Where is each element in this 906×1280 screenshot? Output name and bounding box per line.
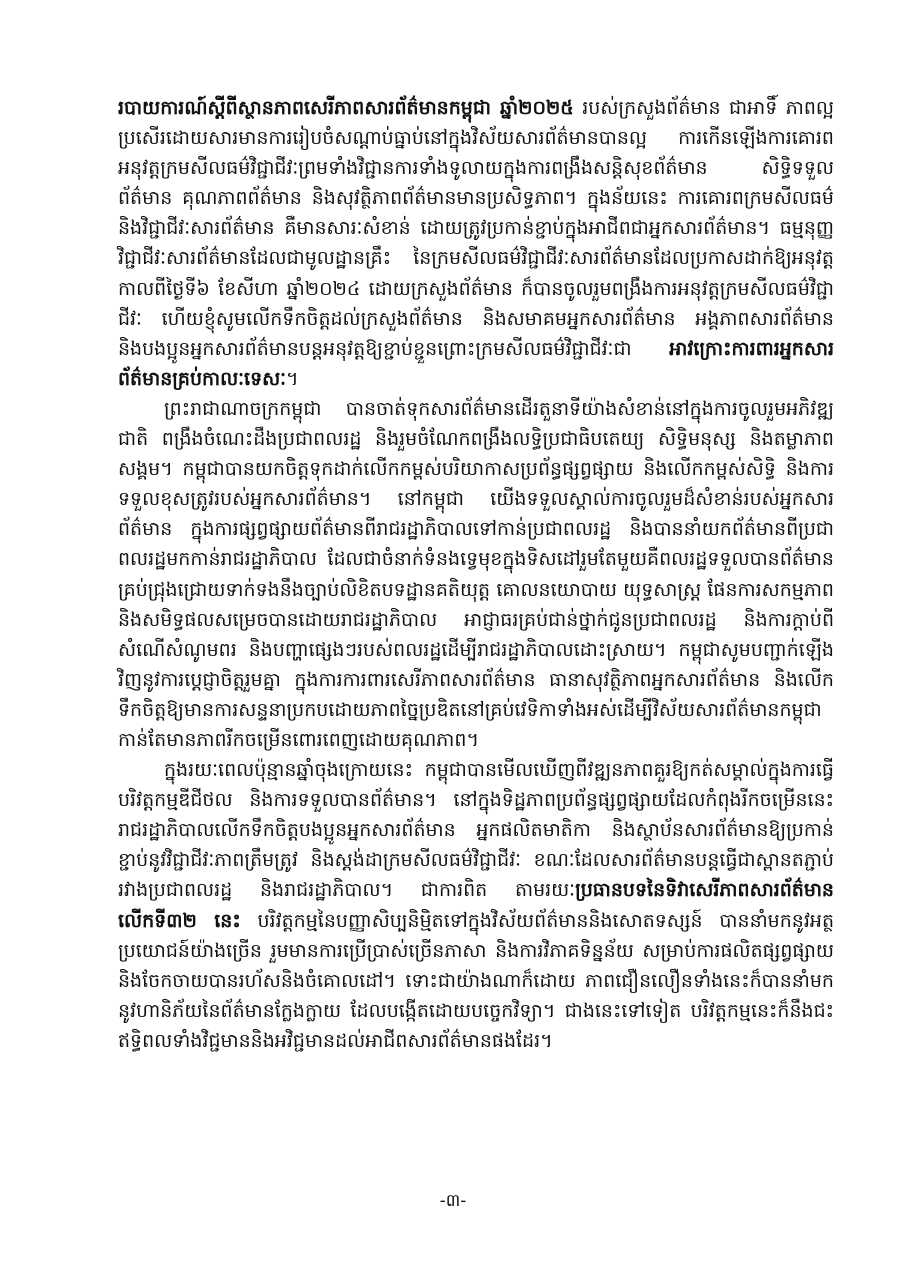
paragraph-text: បរិវត្តកម្មនៃបញ្ញាសិប្បនិម្មិតទៅក្នុងវិស័យព័ត៌មាននិងសោតទស្សន៍ បាននាំមកនូវអត្ថប្រយោជន៍យ៉ាងច្រើន រួមមានការប្រើប្រាស់ច្រើនភាសា និងការវិភាគទិន្នន័យ សម្រាប់ការផលិតផ្សព្វផ្សាយ និងចែកចាយបានរហ័សនិងចំគោលដៅ។ ទោះជាយ៉ាងណាក៏ដោយ ភាពជឿនលឿនទាំងនេះក៏បាននាំមកនូវហានិភ័យនៃព័ត៌មានក្លែងក្លាយ ដែលបង្កើតដោយបច្ចេកវិទ្យា។ ជាងនេះទៅទៀត បរិវត្តកម្មនេះក៏នឹងជះឥទ្ធិពលទាំងវិជ្ជមាននិងអវិជ្ជមានដល់អាជីពសារព័ត៌មានផងដែរ។ — [118, 909, 834, 1052]
report-title-phrase: របាយការណ៍ស្ដីពីស្ថានភាពសេរីភាពសារព័ត៌មានកម្ពុជា ឆ្នាំ២០២៥ — [118, 97, 574, 119]
paragraph-text: របស់ក្រសួងព័ត៌មាន ជាអាទិ៍ ភាពល្អប្រសើរដោយសារមានការរៀបចំសណ្ដាប់ធ្នាប់នៅក្នុងវិស័យសារព័ត៌មានបានល្អ ការកើនឡើងការគោរពអនុវត្តក្រមសីលធម៌វិជ្ជាជីវៈព្រមទាំងវិជ្ជានការទាំងទូលាយក្នុងការពង្រឹងសន្តិសុខព័ត៌មាន សិទ្ធិទទួលព័ត៌មាន គុណភាពព័ត៌មាន និងសុវត្ថិភាពព័ត៌មានមានប្រសិទ្ធភាព។ ក្នុងន័យនេះ ការគោរពក្រមសីលធម៌និងវិជ្ជាជីវៈសារព័ត៌មាន គឺមានសារៈសំខាន់ ដោយត្រូវប្រកាន់ខ្ជាប់ក្នុងអាជីពជាអ្នកសារព័ត៌មាន។ ធម្មនុញ្ញវិជ្ជាជីវៈសារព័ត៌មានដែលជាមូលដ្ឋានគ្រឹះ នៃក្រមសីលធម៌វិជ្ជាជីវៈសារព័ត៌មានដែលប្រកាសដាក់ឱ្យអនុវត្តកាលពីថ្ងៃទី៦ ខែសីហា ឆ្នាំ២០២៤ ដោយក្រសួងព័ត៌មាន ក៏បានចូលរួមពង្រឹងការអនុវត្តក្រមសីលធម៌វិជ្ជាជីវៈ ហើយខ្ញុំសូមលើកទឹកចិត្តដល់ក្រសួងព័ត៌មាន និងសមាគមអ្នកសារព័ត៌មាន អង្គភាពសារព័ត៌មាន និងបងប្អូនអ្នកសារព័ត៌មានបន្តអនុវត្តឱ្យខ្ជាប់ខ្ជួនព្រោះក្រមសីលធម៌វិជ្ជាជីវៈជា — [118, 97, 834, 360]
armor-phrase: អាវក្រោះការពារអ្នកសារព័ត៌មានគ្រប់កាលៈទេសៈ — [118, 337, 834, 390]
paragraph-intro — [118, 93, 834, 394]
page-number: -៣- — [439, 1191, 467, 1211]
paragraph-text: ព្រះរាជាណាចក្រកម្ពុជា បានចាត់ទុកសារព័ត៌មានដើរតួនាទីយ៉ាងសំខាន់នៅក្នុងការចូលរួមអភិវឌ្ឍជាតិ ពង្រឹងចំណេះដឹងប្រជាពលរដ្ឋ និងរួមចំណែកពង្រឹងលទ្ធិប្រជាធិបតេយ្យ សិទ្ធិមនុស្ស និងតម្លាភាពសង្គម។ កម្ពុជាបានយកចិត្តទុកដាក់លើកកម្ពស់បរិយាកាសប្រព័ន្ធផ្សព្វផ្សាយ និងលើកកម្ពស់សិទ្ធិ និងការទទួលខុសត្រូវរបស់អ្នកសារព័ត៌មាន។ នៅកម្ពុជា យើងទទួលស្គាល់ការចូលរួមដ៏សំខាន់របស់អ្នកសារព័ត៌មាន ក្នុងការផ្សព្វផ្សាយព័ត៌មានពីរាជរដ្ឋាភិបាលទៅកាន់ប្រជាពលរដ្ឋ និងបាននាំយកព័ត៌មានពីប្រជាពលរដ្ឋមកកាន់រាជរដ្ឋាភិបាល ដែលជាចំនាក់ទំនងទ្វេមុខក្នុងទិសដៅរួមតែមួយគឺពលរដ្ឋទទួលបានព័ត៌មានគ្រប់ជ្រុងជ្រោយទាក់ទងនឹងច្បាប់លិខិតបទដ្ឋានគតិយុត្ត គោលនយោបាយ យុទ្ធសាស្ត្រ ផែនការសកម្មភាព និងសមិទ្ធផលសម្រេចបានដោយរាជរដ្ឋាភិបាល អាជ្ញាធរគ្រប់ជាន់ថ្នាក់ជូនប្រជាពលរដ្ឋ និងការក្តាប់ពីសំណើសំណូមពរ និងបញ្ហាផ្សេងៗរបស់ពលរដ្ឋដើម្បីរាជរដ្ឋាភិបាលដោះស្រាយ។ កម្ពុជាសូមបញ្ជាក់ឡើងវិញនូវការប្ដេជ្ញាចិត្តរួមគ្នា ក្នុងការការពារសេរីភាពសារព័ត៌មាន ធានាសុវត្ថិភាពអ្នកសារព័ត៌មាន និងលើកទឹកចិត្តឱ្យមានការសន្ទនាប្រកបដោយភាពច្នៃប្រឌិតនៅគ្រប់វេទិកាទាំងអស់ដើម្បីវិស័យសារព័ត៌មានកម្ពុជាកាន់តែមានភាពរីកចម្រើនពោរពេញដោយគុណភាព។ — [118, 397, 834, 751]
paragraph-digital-transformation — [118, 755, 834, 1056]
paragraph-cambodia-role — [118, 394, 834, 755]
theme-phrase: ប្រធានបទនៃទិវាសេរីភាពសារព័ត៌មានលើកទី៣២ នេះ — [118, 879, 834, 932]
paragraph-text: ។ — [286, 367, 299, 390]
body-text — [118, 93, 834, 1056]
paragraph-text: ក្នុងរយៈពេលប៉ុន្មានឆ្នាំចុងក្រោយនេះ កម្ពុជាបានមើលឃើញពីវឌ្ឍនភាពគួរឱ្យកត់សម្គាល់ក្នុងការធ្វើបរិវត្តកម្មឌីជីថល និងការទទួលបានព័ត៌មាន។ នៅក្នុងទិដ្ឋភាពប្រព័ន្ធផ្សព្វផ្សាយដែលកំពុងរីកចម្រើននេះ រាជរដ្ឋាភិបាលលើកទឹកចិត្តបងប្អូនអ្នកសារព័ត៌មាន អ្នកផលិតមាតិកា និងស្ថាប័នសារព័ត៌មានឱ្យប្រកាន់ខ្ជាប់នូវវិជ្ជាជីវៈភាពត្រឹមត្រូវ និងស្តង់ដាក្រមសីលធម៌វិជ្ជាជីវៈ ខណៈដែលសារព័ត៌មានបន្តធ្វើជាស្ពានតភ្ជាប់រវាងប្រជាពលរដ្ឋ និងរាជរដ្ឋាភិបាល។ ជាការពិត តាមរយៈ — [118, 759, 834, 902]
